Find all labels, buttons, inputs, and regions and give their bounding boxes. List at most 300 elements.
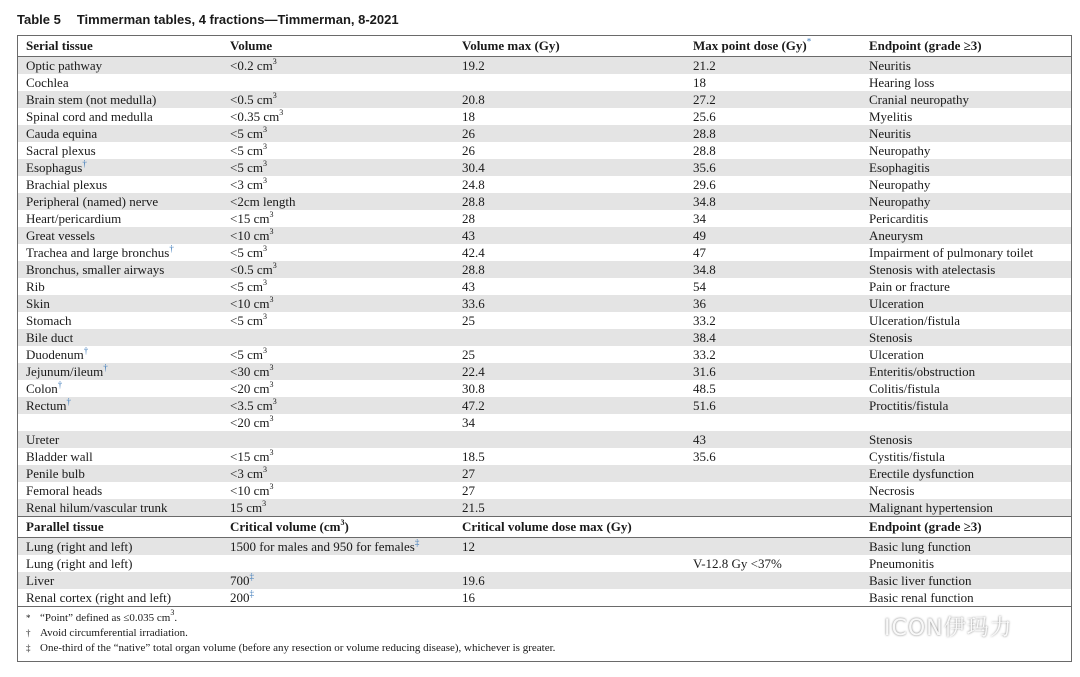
footnote-text: Avoid circumferential irradiation. [40,627,188,639]
tissue-name: Trachea and large bronchus [26,245,170,260]
parallel-endpoint-cell: Basic liver function [861,572,1071,589]
volume-unit-exponent: 3 [272,397,277,406]
footnote-marker: ‡ [26,643,31,653]
volume-max-cell [454,74,685,91]
volume-cell [222,74,454,91]
endpoint-cell: Stenosis with atelectasis [861,261,1071,278]
tissue-cell [18,125,222,142]
volume-unit-exponent: 3 [279,108,284,117]
volume-cell [222,176,454,193]
tissue-name: Great vessels [26,228,95,243]
volume-max-cell: 20.8 [454,91,685,108]
volume-max-cell: 28.8 [454,193,685,210]
max-point-dose-cell: 33.2 [693,347,716,362]
tissue-cell [18,465,222,482]
volume-max-cell: 18 [462,109,475,124]
tissue-name: Rib [26,279,45,294]
tissue-name: Duodenum [26,347,84,362]
tissue-cell [18,380,222,397]
watermark [850,612,1013,644]
serial-tissue-rows [18,57,1071,517]
volume-cell [222,414,454,431]
volume-max-cell: 42.4 [462,245,485,260]
volume-max-cell: 47.2 [454,397,685,414]
table-row [18,295,1071,312]
tissue-cell [18,448,222,465]
volume-unit-exponent: 3 [262,159,267,168]
critical-volume-cell [222,572,454,589]
volume-value: <5 cm [230,160,263,175]
endpoint-cell [861,414,1071,431]
tissue-cell [18,295,222,312]
parallel-header-row [18,517,1071,538]
col-header-endpoint: Endpoint (grade ≥3) [861,36,1071,57]
table-row [18,538,1071,556]
tissue-cell [18,312,222,329]
parallel-endpoint-cell: Basic lung function [861,538,1071,556]
volume-unit-exponent: 3 [269,363,274,372]
volume-value: <5 cm [230,313,263,328]
table-grid [18,36,1071,606]
volume-max-cell: 25 [462,313,475,328]
volume-unit-exponent: 3 [262,346,267,355]
critical-volume-cell [222,555,454,572]
table-caption [17,10,399,30]
table-row [18,227,1071,244]
dagger-marker: † [103,363,108,373]
volume-unit-exponent: 3 [269,414,274,423]
volume-value: <0.35 cm [230,109,280,124]
endpoint-cell: Neuropathy [869,177,931,192]
volume-max-cell: 30.8 [462,381,485,396]
tissue-cell [18,431,222,448]
tissue-name: Bronchus, smaller airways [26,262,165,277]
volume-cell [222,448,454,465]
tissue-cell [18,193,222,210]
footnote-text: “Point” defined as ≤0.035 cm [40,612,171,624]
volume-unit-exponent: 3 [262,465,267,474]
dagger-marker: † [169,244,174,254]
volume-unit-exponent: 3 [272,56,277,66]
table-row [18,414,1071,431]
volume-value: <5 cm [230,279,263,294]
endpoint-cell: Neuritis [861,125,1071,142]
critical-dose-cell: 12 [454,538,685,556]
endpoint-cell: Malignant hypertension [861,499,1071,517]
volume-max-cell: 22.4 [454,363,685,380]
table-row [18,142,1071,159]
volume-max-cell [454,329,685,346]
volume-cell [222,363,454,380]
volume-value: <20 cm [230,415,270,430]
parallel-tissue-cell: Renal cortex (right and left) [26,590,172,605]
volume-max-cell: 21.5 [454,499,685,517]
col-header-parallel-tissue: Parallel tissue [18,517,222,538]
endpoint-cell: Necrosis [869,483,915,498]
volume-cell [222,244,454,261]
max-point-dose-cell: 48.5 [693,381,716,396]
volume-cell [222,431,454,448]
tissue-cell [18,227,222,244]
table-row [18,176,1071,193]
volume-cell [222,227,454,244]
tissue-name: Sacral plexus [26,143,96,158]
parallel-tissue-rows [18,538,1071,607]
col-header-max-point-dose: Max point dose (Gy)* [685,36,861,57]
volume-cell [222,142,454,159]
tissue-name: Peripheral (named) nerve [26,194,159,209]
tissue-name: Skin [26,296,50,311]
max-point-dose-cell: 34.8 [685,261,861,278]
tissue-cell [18,159,222,176]
tissue-cell [18,176,222,193]
table-row [18,380,1071,397]
max-point-dose-cell: 33.2 [693,313,716,328]
double-dagger-marker: ‡ [414,537,420,548]
volume-cell [222,312,454,329]
table-row [18,125,1071,142]
tissue-name: Cochlea [26,75,69,90]
tissue-name: Rectum [26,398,67,413]
table-row [18,261,1071,278]
tissue-cell [18,329,222,346]
table-row [18,589,1071,606]
max-point-dose-cell: 28.8 [693,143,716,158]
col-header-volume-max: Volume max (Gy) [454,36,685,57]
tissue-name: Optic pathway [26,58,103,73]
dagger-marker: † [83,346,89,356]
volume-cell [222,108,454,125]
volume-max-cell: 27 [462,483,475,498]
endpoint-cell: Cystitis/fistula [869,449,945,464]
table-row [18,74,1071,91]
endpoint-cell: Ulceration [861,295,1071,312]
tissue-name: Brachial plexus [26,177,108,192]
volume-cell [222,159,454,176]
table-row [18,397,1071,414]
volume-value: <5 cm [230,245,263,260]
volume-value: <0.5 cm [230,92,273,107]
volume-unit-exponent: 3 [262,125,267,134]
parallel-point-cell [685,538,861,556]
table-row [18,363,1071,380]
volume-value: <3 cm [230,177,263,192]
table-row [18,108,1071,125]
parallel-point-cell [685,572,861,589]
volume-value: <15 cm [230,211,270,226]
volume-max-cell: 26 [462,143,475,158]
max-point-dose-cell [685,414,861,431]
endpoint-cell: Stenosis [861,329,1071,346]
volume-value: <5 cm [230,143,263,158]
parallel-tissue-cell: Lung (right and left) [26,556,133,571]
max-point-dose-cell: 35.6 [693,449,716,464]
volume-unit-exponent: 3 [262,176,267,185]
endpoint-cell: Hearing loss [869,75,935,90]
max-point-dose-cell: 29.6 [693,177,716,192]
volume-max-cell: 19.2 [454,57,685,75]
volume-cell [222,57,454,75]
parallel-endpoint-cell: Basic renal function [869,590,974,605]
volume-max-cell: 43 [454,227,685,244]
col-header-volume: Volume [222,36,454,57]
volume-max-cell: 25 [462,347,475,362]
table-row [18,448,1071,465]
volume-cell [222,329,454,346]
max-point-dose-cell: 31.6 [685,363,861,380]
volume-unit-exponent: 3 [269,210,274,219]
table-row [18,91,1071,108]
volume-unit-exponent: 3 [262,499,267,508]
table-row [18,555,1071,572]
volume-value: <3 cm [230,466,263,481]
tissue-name: Stomach [26,313,72,328]
volume-max-cell [454,431,685,448]
volume-unit-exponent: 3 [272,261,277,270]
volume-value: <5 cm [230,126,263,141]
endpoint-cell: Cranial neuropathy [861,91,1071,108]
footnote-marker: † [26,628,31,638]
critical-volume-value: 200 [230,590,250,605]
table-title: Timmerman tables, 4 fractions—Timmerman, 8-2021 [76,12,399,27]
max-point-dose-cell: 34 [693,211,706,226]
table-row [18,159,1071,176]
critical-volume-cell [222,589,454,606]
endpoint-cell: Pericarditis [869,211,929,226]
volume-cell [222,465,454,482]
volume-max-cell: 34 [462,415,475,430]
volume-cell [222,261,454,278]
volume-unit-exponent: 3 [269,295,274,304]
critical-volume-cell [222,538,454,556]
table-row [18,346,1071,363]
max-point-dose-cell: 38.4 [685,329,861,346]
max-point-dose-cell: 25.6 [693,109,716,124]
tissue-name: Penile bulb [26,466,85,481]
tissue-cell [18,499,222,517]
footnote-text: One-third of the “native” total organ volume (before any resection or volume reducing disease), whichever is greater. [40,642,556,654]
table-row [18,499,1071,517]
endpoint-cell: Esophagitis [861,159,1071,176]
endpoint-cell: Erectile dysfunction [861,465,1071,482]
volume-cell [222,295,454,312]
volume-value: <10 cm [230,483,270,498]
volume-unit-exponent: 3 [269,448,274,457]
point-footnote-marker: * [806,36,812,47]
parallel-point-cell: V-12.8 Gy <37% [693,556,782,571]
volume-value: <0.2 cm [230,58,273,73]
footnote-end: . [174,612,178,624]
endpoint-cell: Colitis/fistula [869,381,940,396]
endpoint-cell: Ulceration [869,347,924,362]
volume-value: <3.5 cm [230,398,273,413]
tissue-cell [18,57,222,75]
volume-value: <2cm length [230,194,296,209]
endpoint-cell: Aneurysm [861,227,1071,244]
tissue-name: Cauda equina [26,126,98,141]
max-point-dose-cell [685,482,861,499]
endpoint-cell: Proctitis/fistula [861,397,1071,414]
critical-volume-value: 700 [230,573,250,588]
table-row [18,431,1071,448]
parallel-tissue-cell: Lung (right and left) [18,538,222,556]
max-point-dose-cell [685,465,861,482]
wechat-icon [850,612,878,646]
critical-dose-cell: 19.6 [454,572,685,589]
table-row [18,244,1071,261]
tissue-name: Heart/pericardium [26,211,122,226]
tissue-cell [18,108,222,125]
col-header-tissue: Serial tissue [18,36,222,57]
col-header-empty [685,517,861,538]
tissue-name: Bladder wall [26,449,93,464]
volume-cell [222,278,454,295]
volume-cell [222,380,454,397]
volume-unit-exponent: 3 [272,91,277,100]
tissue-cell [18,278,222,295]
endpoint-cell: Enteritis/obstruction [861,363,1071,380]
max-point-dose-cell: 28.8 [685,125,861,142]
max-point-dose-cell: 51.6 [685,397,861,414]
table-row [18,312,1071,329]
table-row [18,193,1071,210]
max-point-dose-cell: 49 [685,227,861,244]
endpoint-cell: Impairment of pulmonary toilet [869,245,1034,260]
volume-unit-exponent: 3 [269,227,274,236]
dagger-marker: † [57,380,63,390]
table-row [18,572,1071,589]
volume-value: 15 cm [230,500,263,515]
volume-max-cell: 43 [462,279,475,294]
volume-value: <5 cm [230,347,263,362]
volume-unit-exponent: 3 [262,244,267,253]
tissue-cell [18,244,222,261]
tissue-name: Esophagus [26,160,83,175]
volume-max-cell: 18.5 [462,449,485,464]
tissue-name: Renal hilum/vascular trunk [26,500,168,515]
table-row [18,278,1071,295]
dose-constraint-table [17,35,1072,662]
volume-cell [222,482,454,499]
tissue-cell [18,363,222,380]
endpoint-cell: Neuritis [861,57,1071,75]
parallel-tissue-cell: Liver [18,572,222,589]
max-point-dose-cell: 21.2 [685,57,861,75]
volume-max-cell: 30.4 [454,159,685,176]
table-row [18,57,1071,75]
volume-max-cell: 33.6 [454,295,685,312]
dagger-marker: † [82,159,87,169]
table-number: Table 5 [17,12,61,27]
parallel-endpoint-cell: Pneumonitis [869,556,935,571]
volume-cell [222,499,454,517]
tissue-cell [18,142,222,159]
volume-unit-exponent: 3 [262,278,267,287]
table-row [18,482,1071,499]
max-point-dose-cell: 18 [693,75,706,90]
tissue-cell [18,346,222,363]
max-point-dose-cell: 47 [693,245,706,260]
watermark-text: ICON伊玛力 [884,616,1013,641]
col-header-parallel-endpoint: Endpoint (grade ≥3) [861,517,1071,538]
tissue-cell [18,414,222,431]
volume-unit-exponent: 3 [269,380,274,389]
volume-value: <15 cm [230,449,270,464]
tissue-cell [18,482,222,499]
tissue-cell [18,74,222,91]
max-point-dose-cell: 43 [685,431,861,448]
tissue-name: Jejunum/ileum [26,364,104,379]
volume-cell [222,397,454,414]
volume-value: <20 cm [230,381,270,396]
volume-value: <0.5 cm [230,262,273,277]
volume-cell [222,210,454,227]
endpoint-cell: Ulceration/fistula [869,313,960,328]
critical-dose-cell: 16 [462,590,475,605]
table-row [18,329,1071,346]
tissue-name: Bile duct [26,330,74,345]
volume-max-cell: 28.8 [454,261,685,278]
volume-unit-exponent: 3 [262,312,267,321]
volume-max-cell: 28 [462,211,475,226]
volume-value: <10 cm [230,296,270,311]
max-point-dose-cell: 54 [693,279,706,294]
footnote-marker: * [26,613,31,623]
max-point-dose-cell: 34.8 [685,193,861,210]
footnote-exponent: 3 [170,608,175,618]
volume-value: <10 cm [230,228,270,243]
volume-cell [222,193,454,210]
endpoint-cell: Neuropathy [869,143,931,158]
dagger-marker: † [66,397,71,407]
col-header-critical-volume-dose: Critical volume dose max (Gy) [454,517,685,538]
tissue-name: Spinal cord and medulla [26,109,153,124]
tissue-cell [18,210,222,227]
volume-cell [222,91,454,108]
critical-volume-value: 1500 for males and 950 for females [230,539,415,554]
endpoint-cell: Myelitis [869,109,913,124]
double-dagger-marker: ‡ [249,572,254,582]
volume-max-cell: 27 [454,465,685,482]
volume-cell [222,125,454,142]
tissue-name: Colon [26,381,58,396]
tissue-cell [18,91,222,108]
tissue-name: Femoral heads [26,483,103,498]
critical-dose-cell [454,555,685,572]
endpoint-cell: Stenosis [861,431,1071,448]
max-point-dose-cell: 35.6 [685,159,861,176]
max-point-dose-cell [685,499,861,517]
tissue-name: Brain stem (not medulla) [26,92,157,107]
tissue-cell [18,397,222,414]
max-point-dose-cell: 36 [685,295,861,312]
endpoint-cell: Neuropathy [861,193,1071,210]
double-dagger-marker: ‡ [249,589,254,599]
tissue-name: Ureter [26,432,60,447]
endpoint-cell: Pain or fracture [869,279,950,294]
table-row [18,210,1071,227]
col-header-critical-volume: Critical volume $(cm^3)$ [222,517,454,538]
max-point-dose-cell: 27.2 [685,91,861,108]
volume-max-cell: 24.8 [462,177,485,192]
volume-value: <30 cm [230,364,270,379]
serial-header-row [18,36,1071,57]
table-row [18,465,1071,482]
volume-max-cell: 26 [454,125,685,142]
tissue-cell [18,261,222,278]
volume-unit-exponent: 3 [269,482,274,491]
parallel-point-cell [685,589,861,606]
